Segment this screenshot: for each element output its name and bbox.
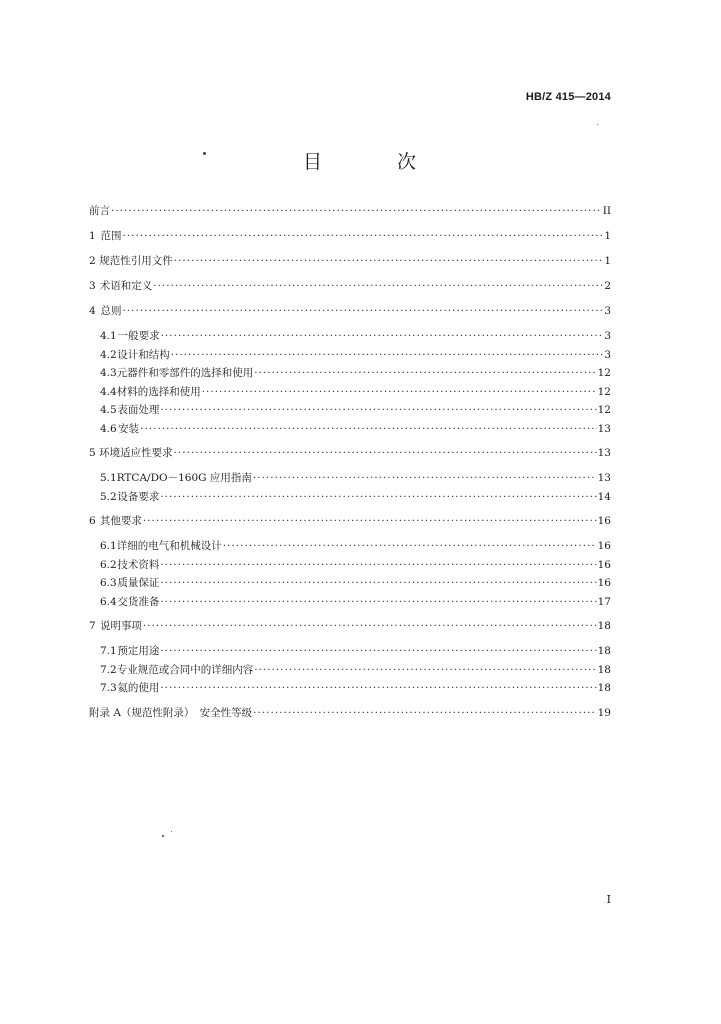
toc-entry[interactable] bbox=[89, 513, 611, 532]
toc-entry-page: 16 bbox=[597, 577, 611, 589]
toc-entry-label: 术语和定义 bbox=[99, 280, 153, 292]
toc-entry[interactable] bbox=[89, 470, 611, 489]
toc-entry-label: 材料的选择和使用 bbox=[116, 385, 201, 398]
toc-entry[interactable] bbox=[89, 328, 611, 347]
toc-leader-dots bbox=[174, 255, 604, 267]
toc-entry[interactable] bbox=[89, 347, 611, 366]
toc-entry-number: 5 bbox=[89, 447, 96, 459]
toc-entry-page: 13 bbox=[597, 422, 611, 435]
toc-entry-number: 4.3 bbox=[100, 367, 117, 379]
toc-leader-dots bbox=[171, 349, 604, 361]
toc-entry-number: 7.3 bbox=[100, 682, 117, 694]
toc-entry-label: 预定用途 bbox=[117, 645, 160, 657]
toc-leader-dots bbox=[174, 447, 597, 459]
toc-entry-page: 18 bbox=[597, 645, 611, 657]
toc-entry[interactable] bbox=[89, 228, 611, 247]
toc-entry[interactable] bbox=[89, 253, 611, 272]
toc-entry-label: 附录 A（规范性附录） 安全性等级 bbox=[89, 706, 253, 719]
toc-entry-number: 7.2 bbox=[100, 663, 117, 676]
toc-entry-page: 18 bbox=[597, 620, 611, 632]
toc-entry-label: 范围 bbox=[100, 230, 122, 242]
toc-entry-page: 3 bbox=[604, 305, 611, 317]
toc-entry-label: 技术资料 bbox=[117, 558, 160, 571]
toc-entry-page: 1 bbox=[604, 230, 611, 242]
standard-code: HB/Z 415—2014 bbox=[525, 91, 611, 103]
toc-entry-page: 3 bbox=[604, 330, 611, 342]
toc-entry-label: 环境适应性要求 bbox=[99, 447, 173, 459]
toc-leader-dots bbox=[111, 205, 602, 217]
toc-entry[interactable] bbox=[89, 643, 611, 662]
table-of-contents bbox=[89, 203, 611, 724]
toc-entry[interactable] bbox=[89, 705, 611, 724]
toc-entry-number: 5.1 bbox=[100, 472, 117, 484]
toc-entry-number: 4 bbox=[89, 305, 96, 317]
toc-leader-dots bbox=[254, 367, 596, 379]
toc-entry-page: 17 bbox=[597, 595, 611, 608]
toc-entry-number: 5.2 bbox=[100, 490, 117, 503]
scan-speck bbox=[162, 835, 164, 837]
toc-entry-label: 安装 bbox=[118, 422, 140, 435]
toc-entry[interactable] bbox=[89, 384, 611, 403]
toc-entry-page: 12 bbox=[597, 404, 611, 416]
toc-entry[interactable] bbox=[89, 365, 611, 384]
toc-leader-dots bbox=[160, 559, 596, 571]
toc-entry[interactable] bbox=[89, 489, 611, 508]
toc-entry-page: 12 bbox=[597, 367, 611, 379]
footer-page-number: I bbox=[606, 893, 611, 906]
toc-leader-dots bbox=[254, 664, 596, 676]
toc-leader-dots bbox=[143, 620, 597, 632]
toc-entry-number: 1 bbox=[89, 230, 96, 242]
toc-entry-page: 16 bbox=[597, 515, 611, 527]
toc-leader-dots bbox=[122, 305, 603, 317]
toc-entry-label: 氦的使用 bbox=[117, 682, 160, 694]
toc-entry-number: 4.4 bbox=[100, 385, 117, 398]
toc-entry-page: 2 bbox=[604, 280, 611, 292]
toc-leader-dots bbox=[161, 330, 604, 342]
toc-entry-label: 总则 bbox=[100, 305, 122, 317]
toc-entry[interactable] bbox=[89, 303, 611, 322]
toc-leader-dots bbox=[253, 472, 597, 484]
toc-entry[interactable] bbox=[89, 594, 611, 613]
toc-entry[interactable] bbox=[89, 680, 611, 699]
toc-entry-number: 4.1 bbox=[100, 330, 117, 342]
toc-entry-number: 4.5 bbox=[100, 404, 117, 416]
toc-entry-label: 设备要求 bbox=[117, 490, 160, 503]
toc-entry-page: 16 bbox=[597, 558, 611, 571]
toc-entry-label: 规范性引用文件 bbox=[99, 255, 173, 267]
toc-entry-page: 16 bbox=[597, 540, 611, 552]
toc-leader-dots bbox=[160, 645, 596, 657]
toc-entry-label: 质量保证 bbox=[117, 577, 160, 589]
toc-entry[interactable] bbox=[89, 618, 611, 637]
toc-entry-label: 说明事项 bbox=[99, 620, 142, 632]
toc-entry-page: 13 bbox=[597, 447, 611, 459]
toc-entry-number: 4.2 bbox=[100, 348, 117, 361]
toc-entry[interactable] bbox=[89, 575, 611, 594]
toc-leader-dots bbox=[160, 596, 596, 608]
scan-speck bbox=[171, 831, 172, 832]
toc-entry[interactable] bbox=[89, 538, 611, 557]
toc-entry[interactable] bbox=[89, 402, 611, 421]
toc-entry-page: 18 bbox=[597, 663, 611, 676]
toc-entry[interactable] bbox=[89, 203, 611, 222]
toc-leader-dots bbox=[160, 491, 596, 503]
toc-leader-dots bbox=[153, 280, 603, 292]
toc-entry[interactable] bbox=[89, 445, 611, 464]
toc-entry-page: 13 bbox=[597, 472, 611, 484]
toc-entry-page: 3 bbox=[604, 348, 611, 361]
toc-entry-number: 2 bbox=[89, 255, 96, 267]
toc-entry-page: II bbox=[602, 205, 611, 217]
toc-leader-dots bbox=[253, 707, 596, 719]
toc-entry-number: 6.1 bbox=[100, 540, 117, 552]
toc-leader-dots bbox=[160, 404, 596, 416]
toc-entry-label: 一般要求 bbox=[117, 330, 160, 342]
toc-entry-page: 12 bbox=[597, 385, 611, 398]
toc-leader-dots bbox=[160, 682, 596, 694]
toc-entry[interactable] bbox=[89, 278, 611, 297]
toc-entry-number: 6.4 bbox=[100, 595, 117, 608]
toc-entry-number: 4.6 bbox=[100, 422, 117, 435]
toc-entry-number: 7.1 bbox=[100, 645, 117, 657]
toc-entry-number: 7 bbox=[89, 620, 96, 632]
toc-entry[interactable] bbox=[89, 557, 611, 576]
toc-entry-page: 14 bbox=[597, 490, 611, 503]
toc-entry-label: 详细的电气和机械设计 bbox=[116, 540, 222, 552]
toc-entry-page: 1 bbox=[604, 255, 611, 267]
toc-entry-page: 19 bbox=[597, 706, 611, 719]
toc-entry-label: 前言 bbox=[89, 205, 110, 217]
scan-speck bbox=[597, 124, 598, 125]
page-title: 目 次 bbox=[302, 151, 444, 173]
toc-leader-dots bbox=[160, 577, 596, 589]
scan-speck bbox=[203, 152, 206, 155]
toc-leader-dots bbox=[122, 230, 603, 242]
toc-entry-label: 其他要求 bbox=[99, 515, 142, 527]
toc-entry-label: 交货准备 bbox=[117, 595, 160, 608]
toc-entry-page: 18 bbox=[597, 682, 611, 694]
toc-entry-number: 6.2 bbox=[100, 558, 117, 571]
toc-entry-label: 设计和结构 bbox=[117, 348, 170, 361]
toc-entry-label: RTCA/DO－160G 应用指南 bbox=[116, 472, 252, 484]
toc-entry[interactable] bbox=[89, 421, 611, 440]
toc-entry-label: 专业规范或合同中的详细内容 bbox=[116, 663, 254, 676]
toc-entry-number: 3 bbox=[89, 280, 96, 292]
toc-entry[interactable] bbox=[89, 662, 611, 681]
toc-leader-dots bbox=[143, 515, 597, 527]
toc-entry-label: 元器件和零部件的选择和使用 bbox=[116, 367, 254, 379]
toc-entry-number: 6.3 bbox=[100, 577, 117, 589]
toc-leader-dots bbox=[202, 386, 597, 398]
toc-leader-dots bbox=[223, 540, 597, 552]
toc-entry-label: 表面处理 bbox=[117, 404, 160, 416]
toc-entry-number: 6 bbox=[89, 515, 96, 527]
toc-leader-dots bbox=[140, 423, 596, 435]
